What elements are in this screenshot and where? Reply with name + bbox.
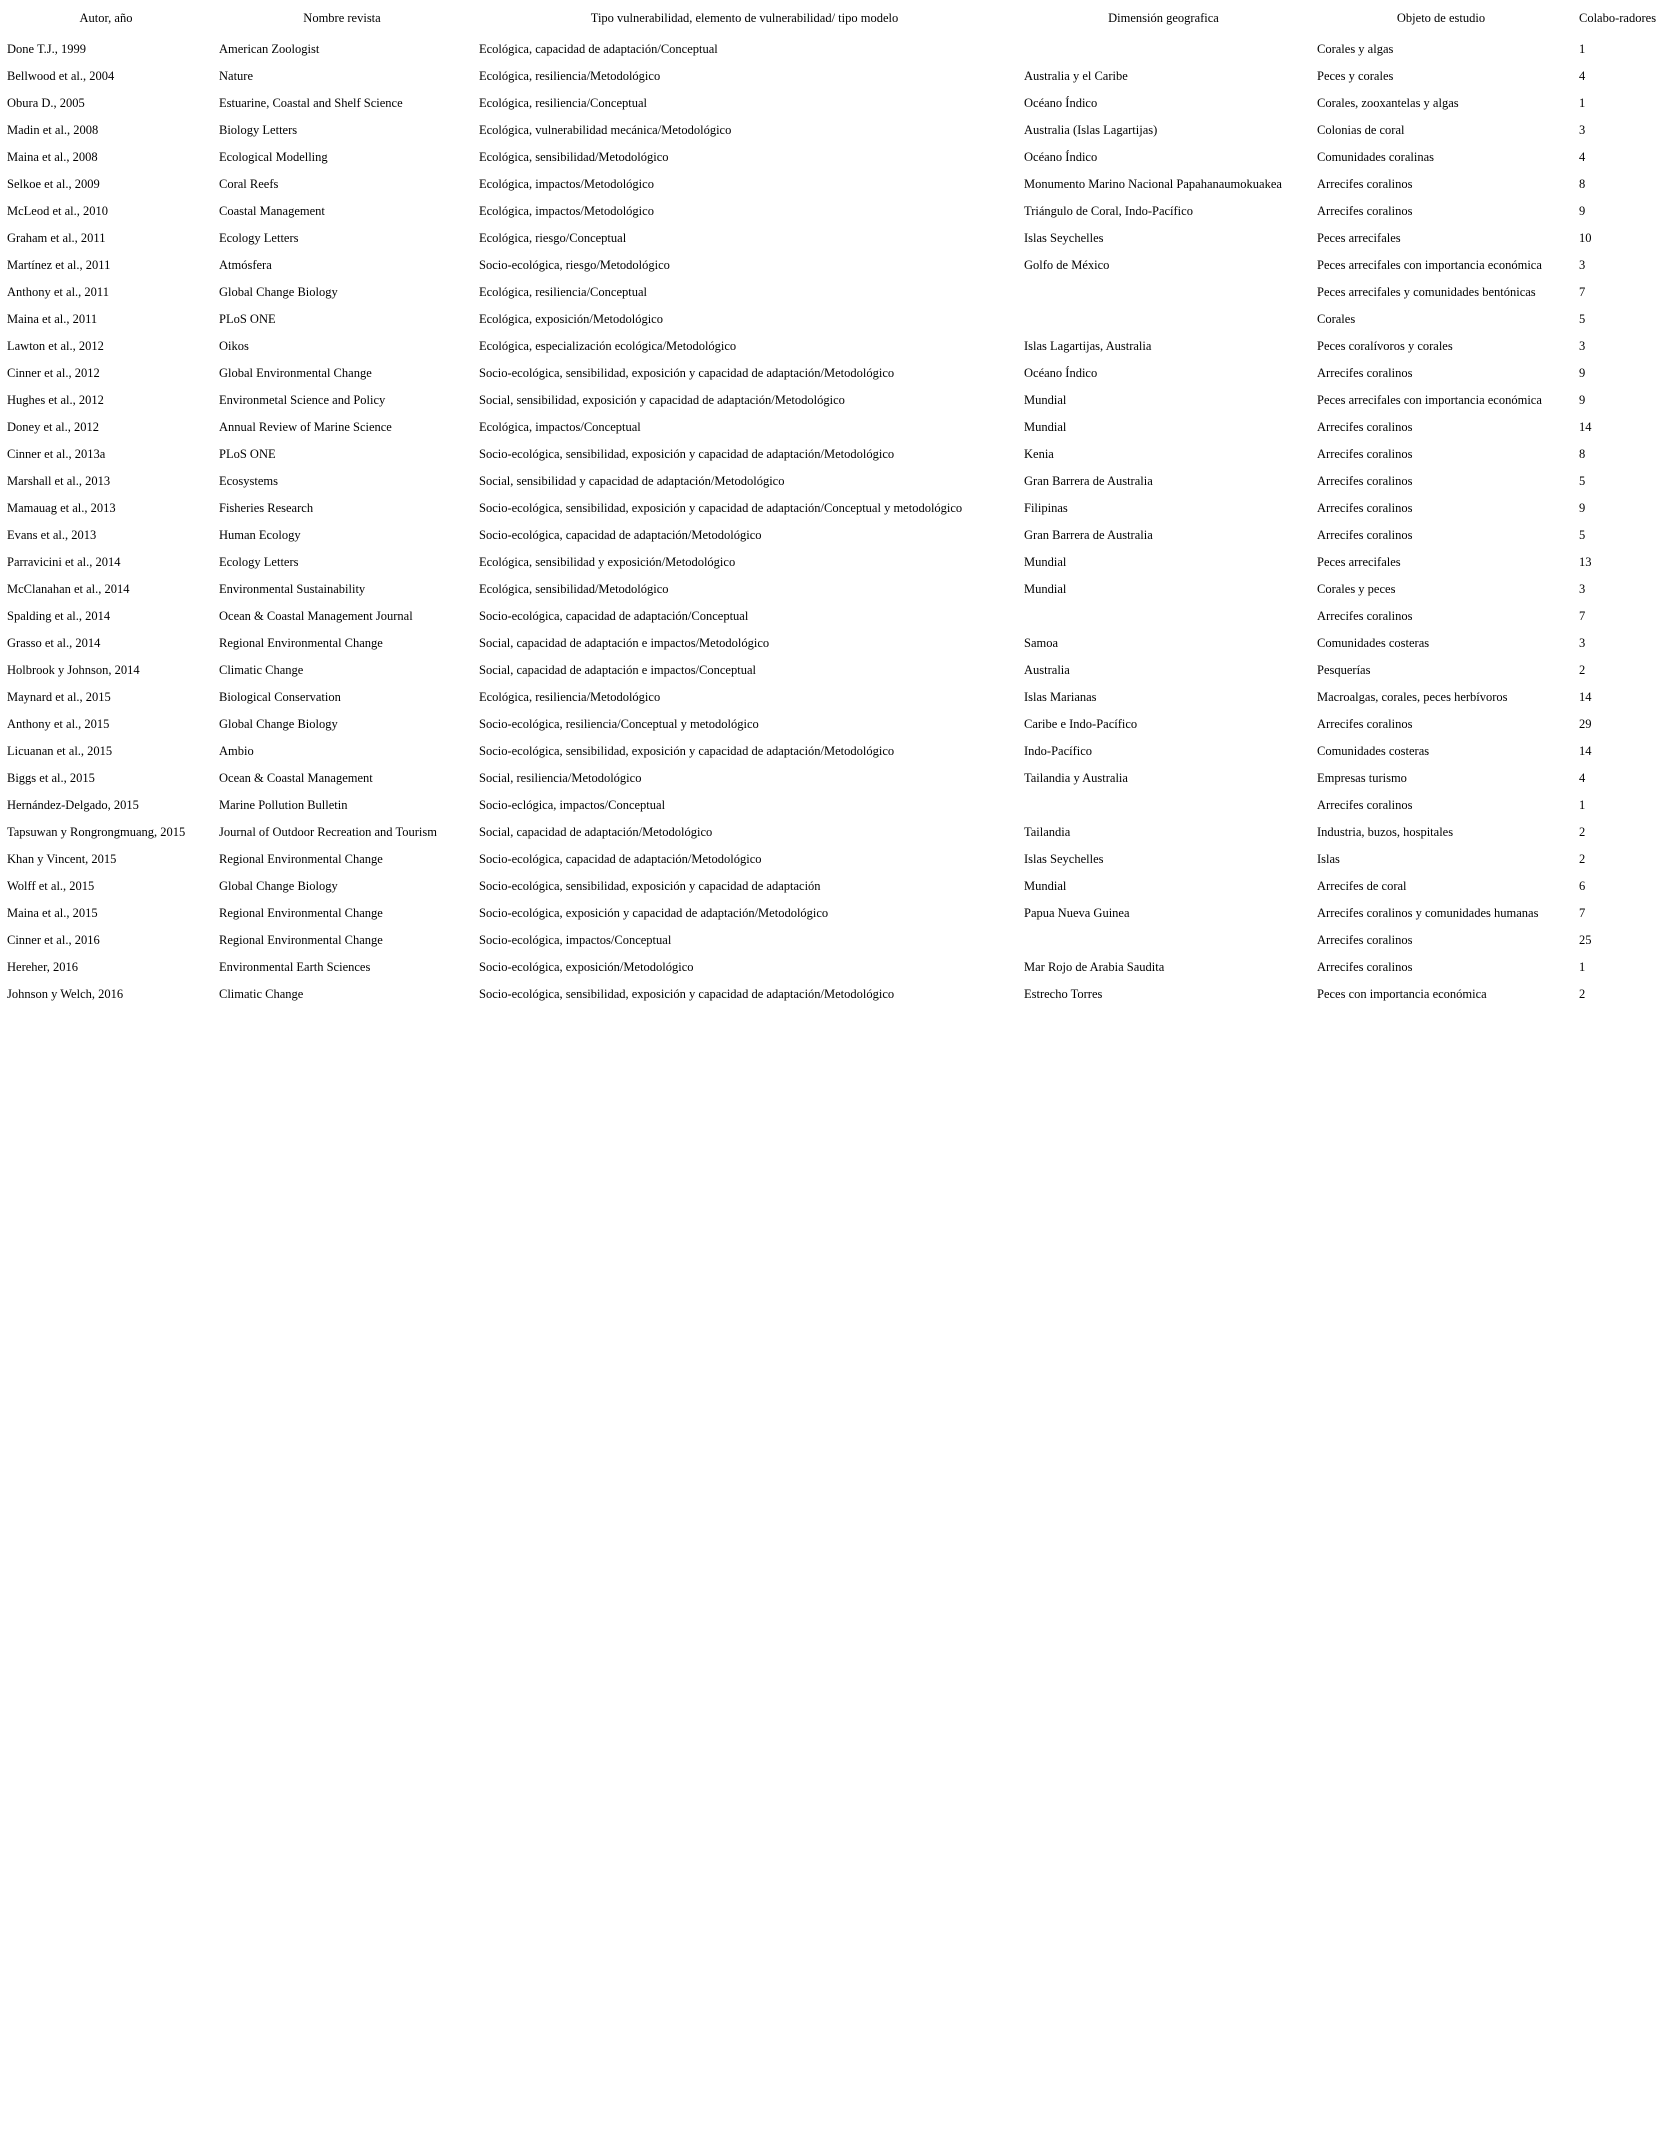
- table-row: [0, 63, 1679, 90]
- cell-geographic-dimension: [1017, 279, 1310, 306]
- cell-vulnerability-type: Ecológica, sensibilidad y exposición/Metodológico: [479, 555, 736, 569]
- cell-study-object: Arrecifes coralinos: [1317, 717, 1413, 731]
- cell-collaborators: 7: [1579, 906, 1586, 920]
- cell-study-object: Peces arrecifales con importancia económica: [1317, 393, 1542, 407]
- cell-journal-name: Environmental Sustainability: [219, 582, 366, 596]
- cell-vulnerability-type: Ecológica, impactos/Conceptual: [479, 420, 641, 434]
- cell-journal-name: Climatic Change: [219, 987, 304, 1001]
- table-row: [0, 387, 1679, 414]
- cell-geographic-dimension: Mundial: [1024, 582, 1067, 596]
- table-row: [0, 900, 1679, 927]
- cell-collaborators: 9: [1579, 501, 1586, 515]
- table-row: [0, 171, 1679, 198]
- cell-study-object: Arrecifes coralinos: [1317, 474, 1413, 488]
- table-row: [0, 522, 1679, 549]
- cell-collaborators: 2: [1579, 663, 1586, 677]
- cell-author-year: Wolff et al., 2015: [7, 879, 95, 893]
- cell-collaborators: 4: [1579, 69, 1586, 83]
- cell-collaborators: 1: [1579, 42, 1586, 56]
- cell-journal-name: Marine Pollution Bulletin: [219, 798, 348, 812]
- cell-vulnerability-type: Social, sensibilidad, exposición y capacidad de adaptación/Metodológico: [479, 393, 845, 407]
- cell-author-year: Cinner et al., 2013a: [7, 447, 106, 461]
- cell-geographic-dimension: Samoa: [1024, 636, 1059, 650]
- cell-collaborators: 8: [1579, 447, 1586, 461]
- cell-study-object: Arrecifes coralinos y comunidades humanas: [1317, 906, 1539, 920]
- cell-journal-name: Global Change Biology: [219, 879, 338, 893]
- cell-collaborators: 14: [1579, 690, 1592, 704]
- cell-geographic-dimension: Tailandia: [1024, 825, 1071, 839]
- table-row: [0, 306, 1679, 333]
- cell-journal-name: Regional Environmental Change: [219, 852, 383, 866]
- cell-vulnerability-type: Ecológica, capacidad de adaptación/Conceptual: [479, 42, 718, 56]
- cell-journal-name: Regional Environmental Change: [219, 906, 383, 920]
- cell-vulnerability-type: Ecológica, impactos/Metodológico: [479, 204, 654, 218]
- cell-author-year: Maynard et al., 2015: [7, 690, 111, 704]
- cell-collaborators: 3: [1579, 636, 1586, 650]
- cell-author-year: Obura D., 2005: [7, 96, 85, 110]
- cell-collaborators: 8: [1579, 177, 1586, 191]
- cell-collaborators: 2: [1579, 987, 1586, 1001]
- cell-author-year: Hernández-Delgado, 2015: [7, 798, 139, 812]
- table-row: [0, 981, 1679, 1008]
- literature-table: [0, 0, 1679, 1008]
- cell-vulnerability-type: Socio-ecológica, sensibilidad, exposición y capacidad de adaptación/Metodológico: [479, 447, 895, 461]
- cell-study-object: Empresas turismo: [1317, 771, 1407, 785]
- cell-vulnerability-type: Socio-ecológica, sensibilidad, exposición y capacidad de adaptación/Metodológico: [479, 987, 895, 1001]
- cell-journal-name: PLoS ONE: [219, 447, 276, 461]
- table-row: [0, 549, 1679, 576]
- cell-collaborators: 4: [1579, 150, 1586, 164]
- cell-study-object: Arrecifes coralinos: [1317, 420, 1413, 434]
- cell-author-year: Maina et al., 2011: [7, 312, 98, 326]
- cell-collaborators: 9: [1579, 366, 1586, 380]
- cell-geographic-dimension: [1017, 792, 1310, 819]
- cell-geographic-dimension: Mundial: [1024, 555, 1067, 569]
- header-geographic-dimension: Dimensión geografica: [1108, 10, 1219, 25]
- cell-vulnerability-type: Social, capacidad de adaptación e impactos/Metodológico: [479, 636, 770, 650]
- table-row: [0, 738, 1679, 765]
- cell-collaborators: 10: [1579, 231, 1592, 245]
- cell-journal-name: Oikos: [219, 339, 249, 353]
- cell-author-year: Spalding et al., 2014: [7, 609, 111, 623]
- cell-geographic-dimension: Océano Índico: [1024, 366, 1098, 380]
- cell-journal-name: Environmetal Science and Policy: [219, 393, 386, 407]
- cell-journal-name: Human Ecology: [219, 528, 301, 542]
- cell-geographic-dimension: Australia y el Caribe: [1024, 69, 1128, 83]
- cell-geographic-dimension: Indo-Pacífico: [1024, 744, 1093, 758]
- cell-geographic-dimension: Islas Lagartijas, Australia: [1024, 339, 1152, 353]
- cell-geographic-dimension: Australia (Islas Lagartijas): [1024, 123, 1158, 137]
- cell-study-object: Arrecifes coralinos: [1317, 933, 1413, 947]
- table-row: [0, 495, 1679, 522]
- cell-collaborators: 25: [1579, 933, 1592, 947]
- cell-geographic-dimension: [1017, 36, 1310, 63]
- cell-journal-name: PLoS ONE: [219, 312, 276, 326]
- cell-journal-name: American Zoologist: [219, 42, 320, 56]
- cell-vulnerability-type: Socio-ecológica, capacidad de adaptación/Conceptual: [479, 609, 749, 623]
- cell-study-object: Arrecifes coralinos: [1317, 204, 1413, 218]
- cell-geographic-dimension: Monumento Marino Nacional Papahanaumokuakea: [1024, 177, 1282, 191]
- cell-vulnerability-type: Socio-ecológica, exposición/Metodológico: [479, 960, 694, 974]
- cell-collaborators: 1: [1579, 798, 1586, 812]
- table-row: [0, 36, 1679, 63]
- cell-author-year: Anthony et al., 2015: [7, 717, 110, 731]
- cell-geographic-dimension: Mar Rojo de Arabia Saudita: [1024, 960, 1165, 974]
- cell-study-object: Arrecifes de coral: [1317, 879, 1407, 893]
- cell-geographic-dimension: [1017, 603, 1310, 630]
- header-author-year: Autor, año: [79, 10, 133, 25]
- cell-vulnerability-type: Ecológica, riesgo/Conceptual: [479, 231, 627, 245]
- cell-vulnerability-type: Socio-eclógica, impactos/Conceptual: [479, 798, 666, 812]
- cell-journal-name: Estuarine, Coastal and Shelf Science: [219, 96, 403, 110]
- cell-vulnerability-type: Socio-ecológica, capacidad de adaptación/Metodológico: [479, 528, 762, 542]
- table-row: [0, 954, 1679, 981]
- cell-vulnerability-type: Ecológica, sensibilidad/Metodológico: [479, 150, 669, 164]
- table-row: [0, 333, 1679, 360]
- cell-study-object: Arrecifes coralinos: [1317, 528, 1413, 542]
- cell-vulnerability-type: Ecológica, exposición/Metodológico: [479, 312, 663, 326]
- cell-geographic-dimension: Papua Nueva Guinea: [1024, 906, 1130, 920]
- cell-collaborators: 5: [1579, 528, 1586, 542]
- table-row: [0, 846, 1679, 873]
- cell-journal-name: Ambio: [219, 744, 254, 758]
- cell-author-year: Anthony et al., 2011: [7, 285, 109, 299]
- cell-author-year: McLeod et al., 2010: [7, 204, 109, 218]
- cell-author-year: Cinner et al., 2016: [7, 933, 100, 947]
- table-row: [0, 630, 1679, 657]
- cell-vulnerability-type: Socio-ecológica, capacidad de adaptación/Metodológico: [479, 852, 762, 866]
- cell-journal-name: Ecology Letters: [219, 231, 299, 245]
- cell-journal-name: Ocean & Coastal Management: [219, 771, 373, 785]
- table-row: [0, 468, 1679, 495]
- cell-vulnerability-type: Socio-ecológica, sensibilidad, exposición y capacidad de adaptación: [479, 879, 821, 893]
- cell-vulnerability-type: Socio-ecológica, impactos/Conceptual: [479, 933, 672, 947]
- cell-vulnerability-type: Social, capacidad de adaptación/Metodológico: [479, 825, 713, 839]
- header-vulnerability-type: Tipo vulnerabilidad, elemento de vulnerabilidad/ tipo modelo: [590, 10, 899, 25]
- cell-author-year: Evans et al., 2013: [7, 528, 97, 542]
- cell-author-year: Madin et al., 2008: [7, 123, 99, 137]
- cell-vulnerability-type: Ecológica, resiliencia/Metodológico: [479, 69, 661, 83]
- cell-geographic-dimension: Triángulo de Coral, Indo-Pacífico: [1024, 204, 1193, 218]
- table-row: [0, 657, 1679, 684]
- table-row: [0, 360, 1679, 387]
- cell-journal-name: Fisheries Research: [219, 501, 314, 515]
- table-row: [0, 873, 1679, 900]
- cell-study-object: Comunidades coralinas: [1317, 150, 1434, 164]
- cell-collaborators: 3: [1579, 123, 1586, 137]
- cell-geographic-dimension: Filipinas: [1024, 501, 1068, 515]
- cell-study-object: Peces con importancia económica: [1317, 987, 1487, 1001]
- cell-author-year: Holbrook y Johnson, 2014: [7, 663, 140, 677]
- cell-journal-name: Regional Environmental Change: [219, 933, 383, 947]
- cell-study-object: Peces arrecifales: [1317, 231, 1401, 245]
- cell-collaborators: 6: [1579, 879, 1586, 893]
- cell-vulnerability-type: Socio-ecológica, exposición y capacidad de adaptación/Metodológico: [479, 906, 829, 920]
- header-collaborators: Colabo-radores: [1579, 10, 1657, 25]
- cell-journal-name: Coral Reefs: [219, 177, 279, 191]
- cell-journal-name: Regional Environmental Change: [219, 636, 383, 650]
- cell-journal-name: Ecology Letters: [219, 555, 299, 569]
- cell-collaborators: 9: [1579, 393, 1586, 407]
- cell-study-object: Pesquerías: [1317, 663, 1371, 677]
- cell-journal-name: Journal of Outdoor Recreation and Tourism: [219, 825, 437, 839]
- header-row: [0, 0, 1679, 36]
- cell-collaborators: 3: [1579, 582, 1586, 596]
- cell-study-object: Arrecifes coralinos: [1317, 177, 1413, 191]
- table-row: [0, 279, 1679, 306]
- cell-collaborators: 29: [1579, 717, 1592, 731]
- cell-journal-name: Atmósfera: [219, 258, 272, 272]
- cell-study-object: Peces arrecifales y comunidades bentónicas: [1317, 285, 1536, 299]
- cell-collaborators: 5: [1579, 312, 1586, 326]
- cell-geographic-dimension: [1017, 927, 1310, 954]
- cell-vulnerability-type: Social, resiliencia/Metodológico: [479, 771, 642, 785]
- cell-author-year: Done T.J., 1999: [7, 42, 87, 56]
- cell-collaborators: 4: [1579, 771, 1586, 785]
- cell-geographic-dimension: Estrecho Torres: [1024, 987, 1103, 1001]
- cell-journal-name: Ocean & Coastal Management Journal: [219, 609, 413, 623]
- literature-review-table-sheet: [0, 0, 1679, 1008]
- cell-author-year: Biggs et al., 2015: [7, 771, 95, 785]
- table-row: [0, 441, 1679, 468]
- cell-study-object: Arrecifes coralinos: [1317, 366, 1413, 380]
- cell-vulnerability-type: Socio-ecológica, riesgo/Metodológico: [479, 258, 670, 272]
- cell-author-year: Licuanan et al., 2015: [7, 744, 113, 758]
- cell-geographic-dimension: Mundial: [1024, 420, 1067, 434]
- cell-vulnerability-type: Ecológica, vulnerabilidad mecánica/Metodológico: [479, 123, 732, 137]
- cell-vulnerability-type: Socio-ecológica, sensibilidad, exposición y capacidad de adaptación/Metodológico: [479, 744, 895, 758]
- cell-study-object: Macroalgas, corales, peces herbívoros: [1317, 690, 1508, 704]
- cell-author-year: Maina et al., 2015: [7, 906, 98, 920]
- table-row: [0, 792, 1679, 819]
- table-row: [0, 117, 1679, 144]
- table-body: [0, 36, 1679, 1008]
- table-row: [0, 225, 1679, 252]
- cell-geographic-dimension: [1017, 306, 1310, 333]
- cell-collaborators: 14: [1579, 420, 1592, 434]
- cell-author-year: Parravicini et al., 2014: [7, 555, 121, 569]
- cell-collaborators: 1: [1579, 960, 1586, 974]
- table-row: [0, 819, 1679, 846]
- cell-journal-name: Ecosystems: [219, 474, 279, 488]
- cell-collaborators: 3: [1579, 339, 1586, 353]
- cell-vulnerability-type: Socio-ecológica, sensibilidad, exposición y capacidad de adaptación/Conceptual y metodológico: [479, 501, 963, 515]
- cell-study-object: Islas: [1317, 852, 1340, 866]
- cell-study-object: Comunidades costeras: [1317, 636, 1430, 650]
- cell-journal-name: Global Change Biology: [219, 285, 338, 299]
- cell-author-year: Selkoe et al., 2009: [7, 177, 100, 191]
- cell-study-object: Industria, buzos, hospitales: [1317, 825, 1454, 839]
- cell-study-object: Peces y corales: [1317, 69, 1394, 83]
- cell-journal-name: Global Change Biology: [219, 717, 338, 731]
- table-row: [0, 684, 1679, 711]
- header-journal-name: Nombre revista: [303, 10, 381, 25]
- cell-vulnerability-type: Social, sensibilidad y capacidad de adaptación/Metodológico: [479, 474, 785, 488]
- cell-author-year: Doney et al., 2012: [7, 420, 99, 434]
- cell-study-object: Peces coralívoros y corales: [1317, 339, 1453, 353]
- cell-journal-name: Environmental Earth Sciences: [219, 960, 371, 974]
- cell-study-object: Arrecifes coralinos: [1317, 501, 1413, 515]
- cell-geographic-dimension: Kenia: [1024, 447, 1054, 461]
- cell-study-object: Corales, zooxantelas y algas: [1317, 96, 1459, 110]
- cell-author-year: Johnson y Welch, 2016: [7, 987, 124, 1001]
- cell-study-object: Corales: [1317, 312, 1356, 326]
- cell-vulnerability-type: Ecológica, resiliencia/Conceptual: [479, 96, 647, 110]
- cell-vulnerability-type: Social, capacidad de adaptación e impactos/Conceptual: [479, 663, 756, 677]
- cell-collaborators: 7: [1579, 285, 1586, 299]
- cell-collaborators: 7: [1579, 609, 1586, 623]
- cell-geographic-dimension: Caribe e Indo-Pacífico: [1024, 717, 1138, 731]
- cell-author-year: Bellwood et al., 2004: [7, 69, 115, 83]
- cell-author-year: Tapsuwan y Rongrongmuang, 2015: [7, 825, 186, 839]
- cell-study-object: Corales y algas: [1317, 42, 1394, 56]
- cell-study-object: Corales y peces: [1317, 582, 1396, 596]
- header-study-object: Objeto de estudio: [1396, 10, 1486, 25]
- cell-study-object: Arrecifes coralinos: [1317, 960, 1413, 974]
- table-row: [0, 144, 1679, 171]
- cell-study-object: Arrecifes coralinos: [1317, 798, 1413, 812]
- cell-journal-name: Ecological Modelling: [219, 150, 328, 164]
- cell-journal-name: Annual Review of Marine Science: [219, 420, 392, 434]
- cell-geographic-dimension: Océano Índico: [1024, 96, 1098, 110]
- cell-collaborators: 9: [1579, 204, 1586, 218]
- cell-author-year: Cinner et al., 2012: [7, 366, 100, 380]
- cell-vulnerability-type: Ecológica, sensibilidad/Metodológico: [479, 582, 669, 596]
- cell-journal-name: Coastal Management: [219, 204, 325, 218]
- cell-geographic-dimension: Islas Seychelles: [1024, 231, 1104, 245]
- cell-collaborators: 5: [1579, 474, 1586, 488]
- table-row: [0, 252, 1679, 279]
- cell-collaborators: 2: [1579, 825, 1586, 839]
- cell-geographic-dimension: Océano Índico: [1024, 150, 1098, 164]
- table-row: [0, 927, 1679, 954]
- cell-vulnerability-type: Ecológica, resiliencia/Metodológico: [479, 690, 661, 704]
- cell-author-year: Lawton et al., 2012: [7, 339, 104, 353]
- cell-geographic-dimension: Tailandia y Australia: [1024, 771, 1128, 785]
- cell-vulnerability-type: Socio-ecológica, sensibilidad, exposición y capacidad de adaptación/Metodológico: [479, 366, 895, 380]
- table-row: [0, 90, 1679, 117]
- cell-geographic-dimension: Islas Seychelles: [1024, 852, 1104, 866]
- table-row: [0, 603, 1679, 630]
- cell-study-object: Arrecifes coralinos: [1317, 447, 1413, 461]
- cell-collaborators: 13: [1579, 555, 1592, 569]
- cell-author-year: Grasso et al., 2014: [7, 636, 101, 650]
- cell-vulnerability-type: Socio-ecológica, resiliencia/Conceptual y metodológico: [479, 717, 759, 731]
- table-row: [0, 576, 1679, 603]
- cell-study-object: Arrecifes coralinos: [1317, 609, 1413, 623]
- cell-study-object: Peces arrecifales con importancia económica: [1317, 258, 1542, 272]
- cell-author-year: Hereher, 2016: [7, 960, 78, 974]
- cell-geographic-dimension: Golfo de México: [1024, 258, 1110, 272]
- table-row: [0, 765, 1679, 792]
- cell-collaborators: 14: [1579, 744, 1592, 758]
- cell-journal-name: Global Environmental Change: [219, 366, 372, 380]
- cell-study-object: Comunidades costeras: [1317, 744, 1430, 758]
- cell-vulnerability-type: Ecológica, especialización ecológica/Metodológico: [479, 339, 737, 353]
- table-row: [0, 414, 1679, 441]
- cell-author-year: Graham et al., 2011: [7, 231, 106, 245]
- cell-geographic-dimension: Mundial: [1024, 879, 1067, 893]
- cell-journal-name: Climatic Change: [219, 663, 304, 677]
- cell-author-year: Maina et al., 2008: [7, 150, 98, 164]
- cell-geographic-dimension: Australia: [1024, 663, 1070, 677]
- cell-author-year: Mamauag et al., 2013: [7, 501, 116, 515]
- cell-author-year: Khan y Vincent, 2015: [7, 852, 117, 866]
- cell-vulnerability-type: Ecológica, impactos/Metodológico: [479, 177, 654, 191]
- cell-geographic-dimension: Gran Barrera de Australia: [1024, 528, 1153, 542]
- cell-author-year: Martínez et al., 2011: [7, 258, 111, 272]
- cell-geographic-dimension: Mundial: [1024, 393, 1067, 407]
- cell-journal-name: Biology Letters: [219, 123, 298, 137]
- cell-collaborators: 2: [1579, 852, 1586, 866]
- cell-collaborators: 3: [1579, 258, 1586, 272]
- cell-study-object: Colonias de coral: [1317, 123, 1405, 137]
- cell-author-year: McClanahan et al., 2014: [7, 582, 130, 596]
- cell-author-year: Marshall et al., 2013: [7, 474, 111, 488]
- cell-geographic-dimension: Gran Barrera de Australia: [1024, 474, 1153, 488]
- cell-author-year: Hughes et al., 2012: [7, 393, 104, 407]
- cell-study-object: Peces arrecifales: [1317, 555, 1401, 569]
- cell-journal-name: Nature: [219, 69, 254, 83]
- cell-collaborators: 1: [1579, 96, 1586, 110]
- table-row: [0, 711, 1679, 738]
- cell-vulnerability-type: Ecológica, resiliencia/Conceptual: [479, 285, 647, 299]
- cell-geographic-dimension: Islas Marianas: [1024, 690, 1097, 704]
- table-row: [0, 198, 1679, 225]
- table-header: [0, 0, 1679, 36]
- cell-journal-name: Biological Conservation: [219, 690, 341, 704]
